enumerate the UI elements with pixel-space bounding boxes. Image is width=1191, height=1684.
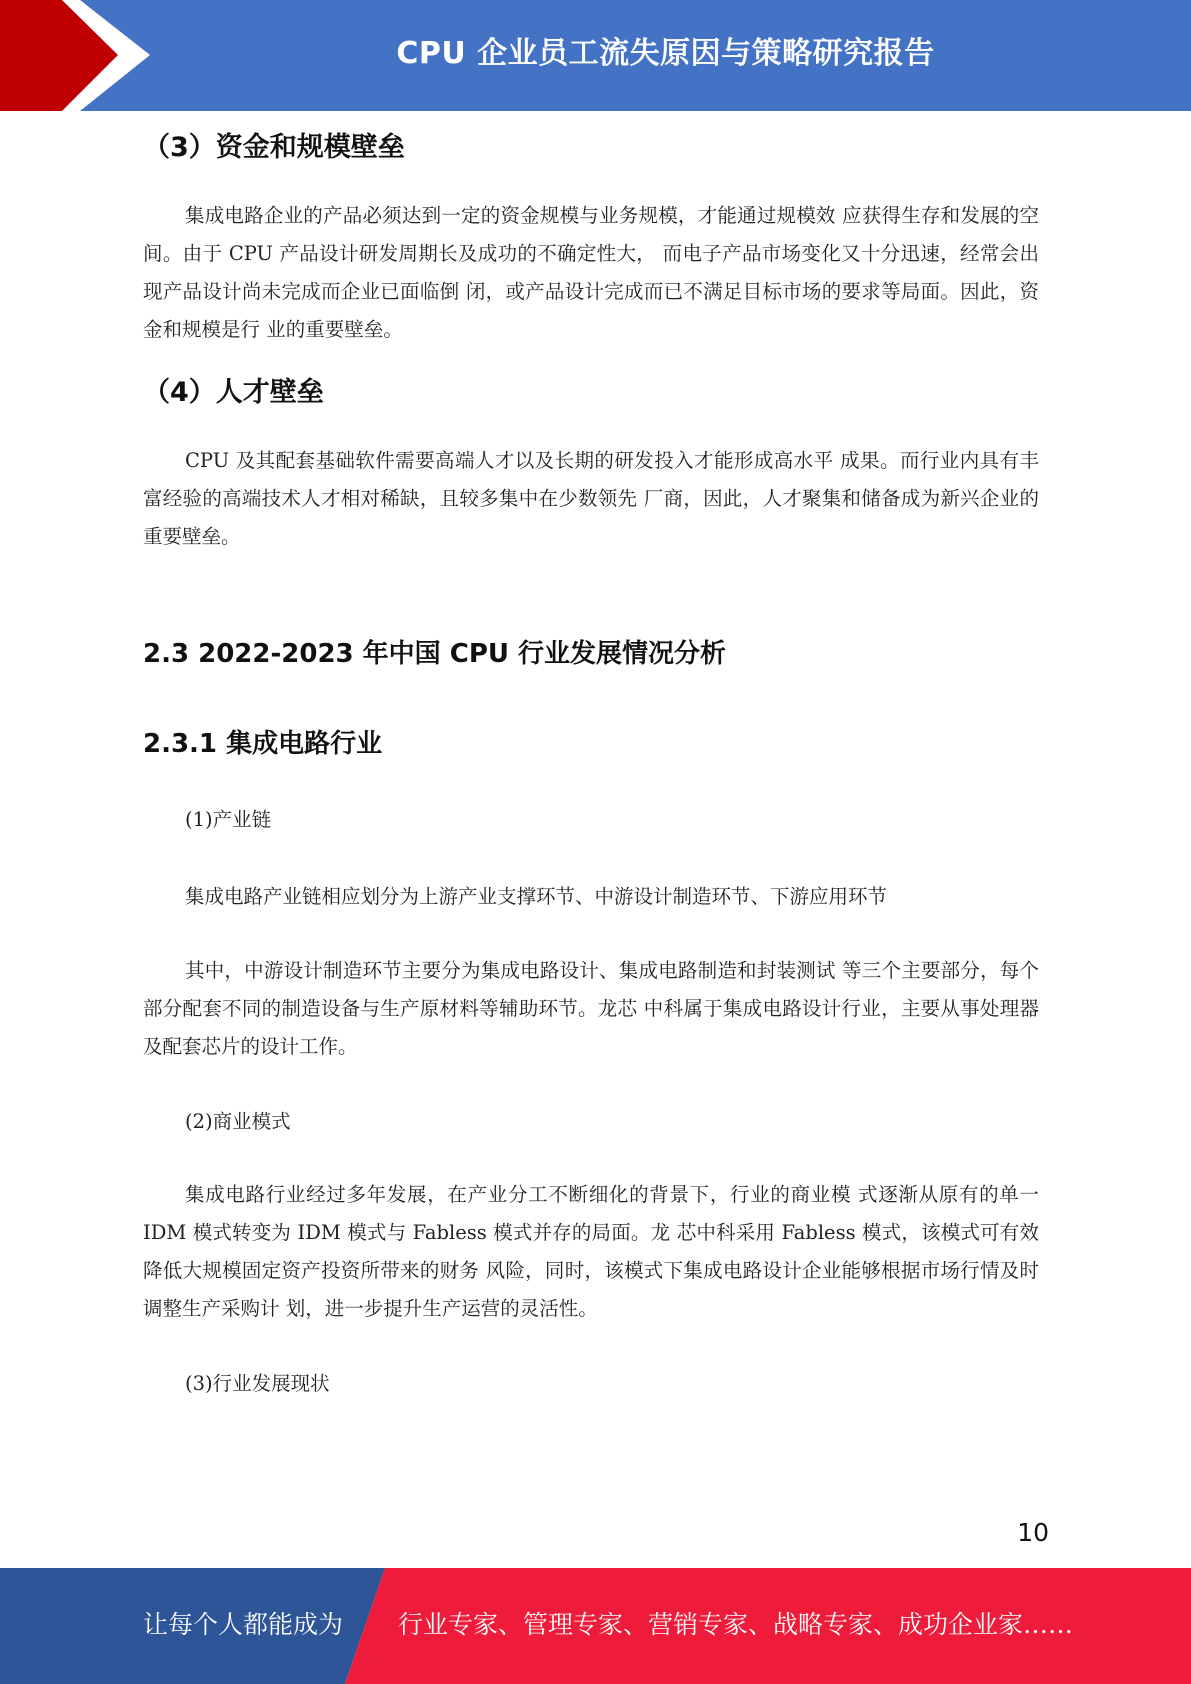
sublabel-development-status: (3)行业发展现状 (185, 1372, 330, 1395)
paragraph-industry-chain: 集成电路产业链相应划分为上游产业支撑环节、中游设计制造环节、下游应用环节 (185, 885, 888, 908)
document-body (143, 125, 1039, 1402)
sublabel-industry-chain: (1)产业链 (185, 808, 272, 831)
page-footer (0, 1568, 1191, 1684)
page-number: 10 (1017, 1518, 1049, 1547)
heading-section-2-3: 2.3 2022-2023 年中国 CPU 行业发展情况分析 (143, 639, 727, 669)
paragraph-talent-barrier: CPU 及其配套基础软件需要高端人才以及长期的研发投入才能形成高水平 成果。而行业内具有丰富经验的高端技术人才相对稀缺，且较多集中在少数领先 厂商，因此，人才聚集和储备成为新兴企业的重要壁垒。 (143, 449, 1039, 548)
paragraph-chain-detail: 其中，中游设计制造环节主要分为集成电路设计、集成电路制造和封装测试 等三个主要部分，每个部分配套不同的制造设备与生产原材料等辅助环节。龙芯 中科属于集成电路设计行业，主要从事处理器及配套芯片的设计工作。 (143, 959, 1039, 1058)
heading-section-2-3-1: 2.3.1 集成电路行业 (143, 729, 383, 759)
footer-slogan-right: 行业专家、管理专家、营销专家、战略专家、成功企业家…… (398, 1610, 1074, 1639)
heading-capital-barrier: （3）资金和规模壁垒 (143, 132, 405, 163)
footer-slogan-left: 让每个人都能成为 (143, 1610, 344, 1639)
heading-talent-barrier: （4）人才壁垒 (143, 377, 324, 408)
paragraph-capital-barrier: 集成电路企业的产品必须达到一定的资金规模与业务规模，才能通过规模效 应获得生存和发展的空间。由于 CPU 产品设计研发周期长及成功的不确定性大， 而电子产品市场变化又十分迅速，经常会出现产品设计尚未完成而企业已面临倒 闭，或产品设计完成而已不满足目标市场的要求等局面。因此，资金和规模是行 业的重要壁垒。 (143, 204, 1039, 341)
sublabel-business-model: (2)商业模式 (185, 1110, 291, 1133)
header-title: CPU 企业员工流失原因与策略研究报告 (396, 36, 935, 71)
page-header (0, 0, 1191, 111)
paragraph-business-model: 集成电路行业经过多年发展，在产业分工不断细化的背景下，行业的商业模 式逐渐从原有的单一 IDM 模式转变为 IDM 模式与 Fabless 模式并存的局面。龙 芯中科采用 Fabless 模式，该模式可有效降低大规模固定资产投资所带来的财务 风险，同时，该模式下集成电路设计企业能够根据市场行情及时调整生产采购计 划，进一步提升生产运营的灵活性。 (143, 1183, 1039, 1320)
